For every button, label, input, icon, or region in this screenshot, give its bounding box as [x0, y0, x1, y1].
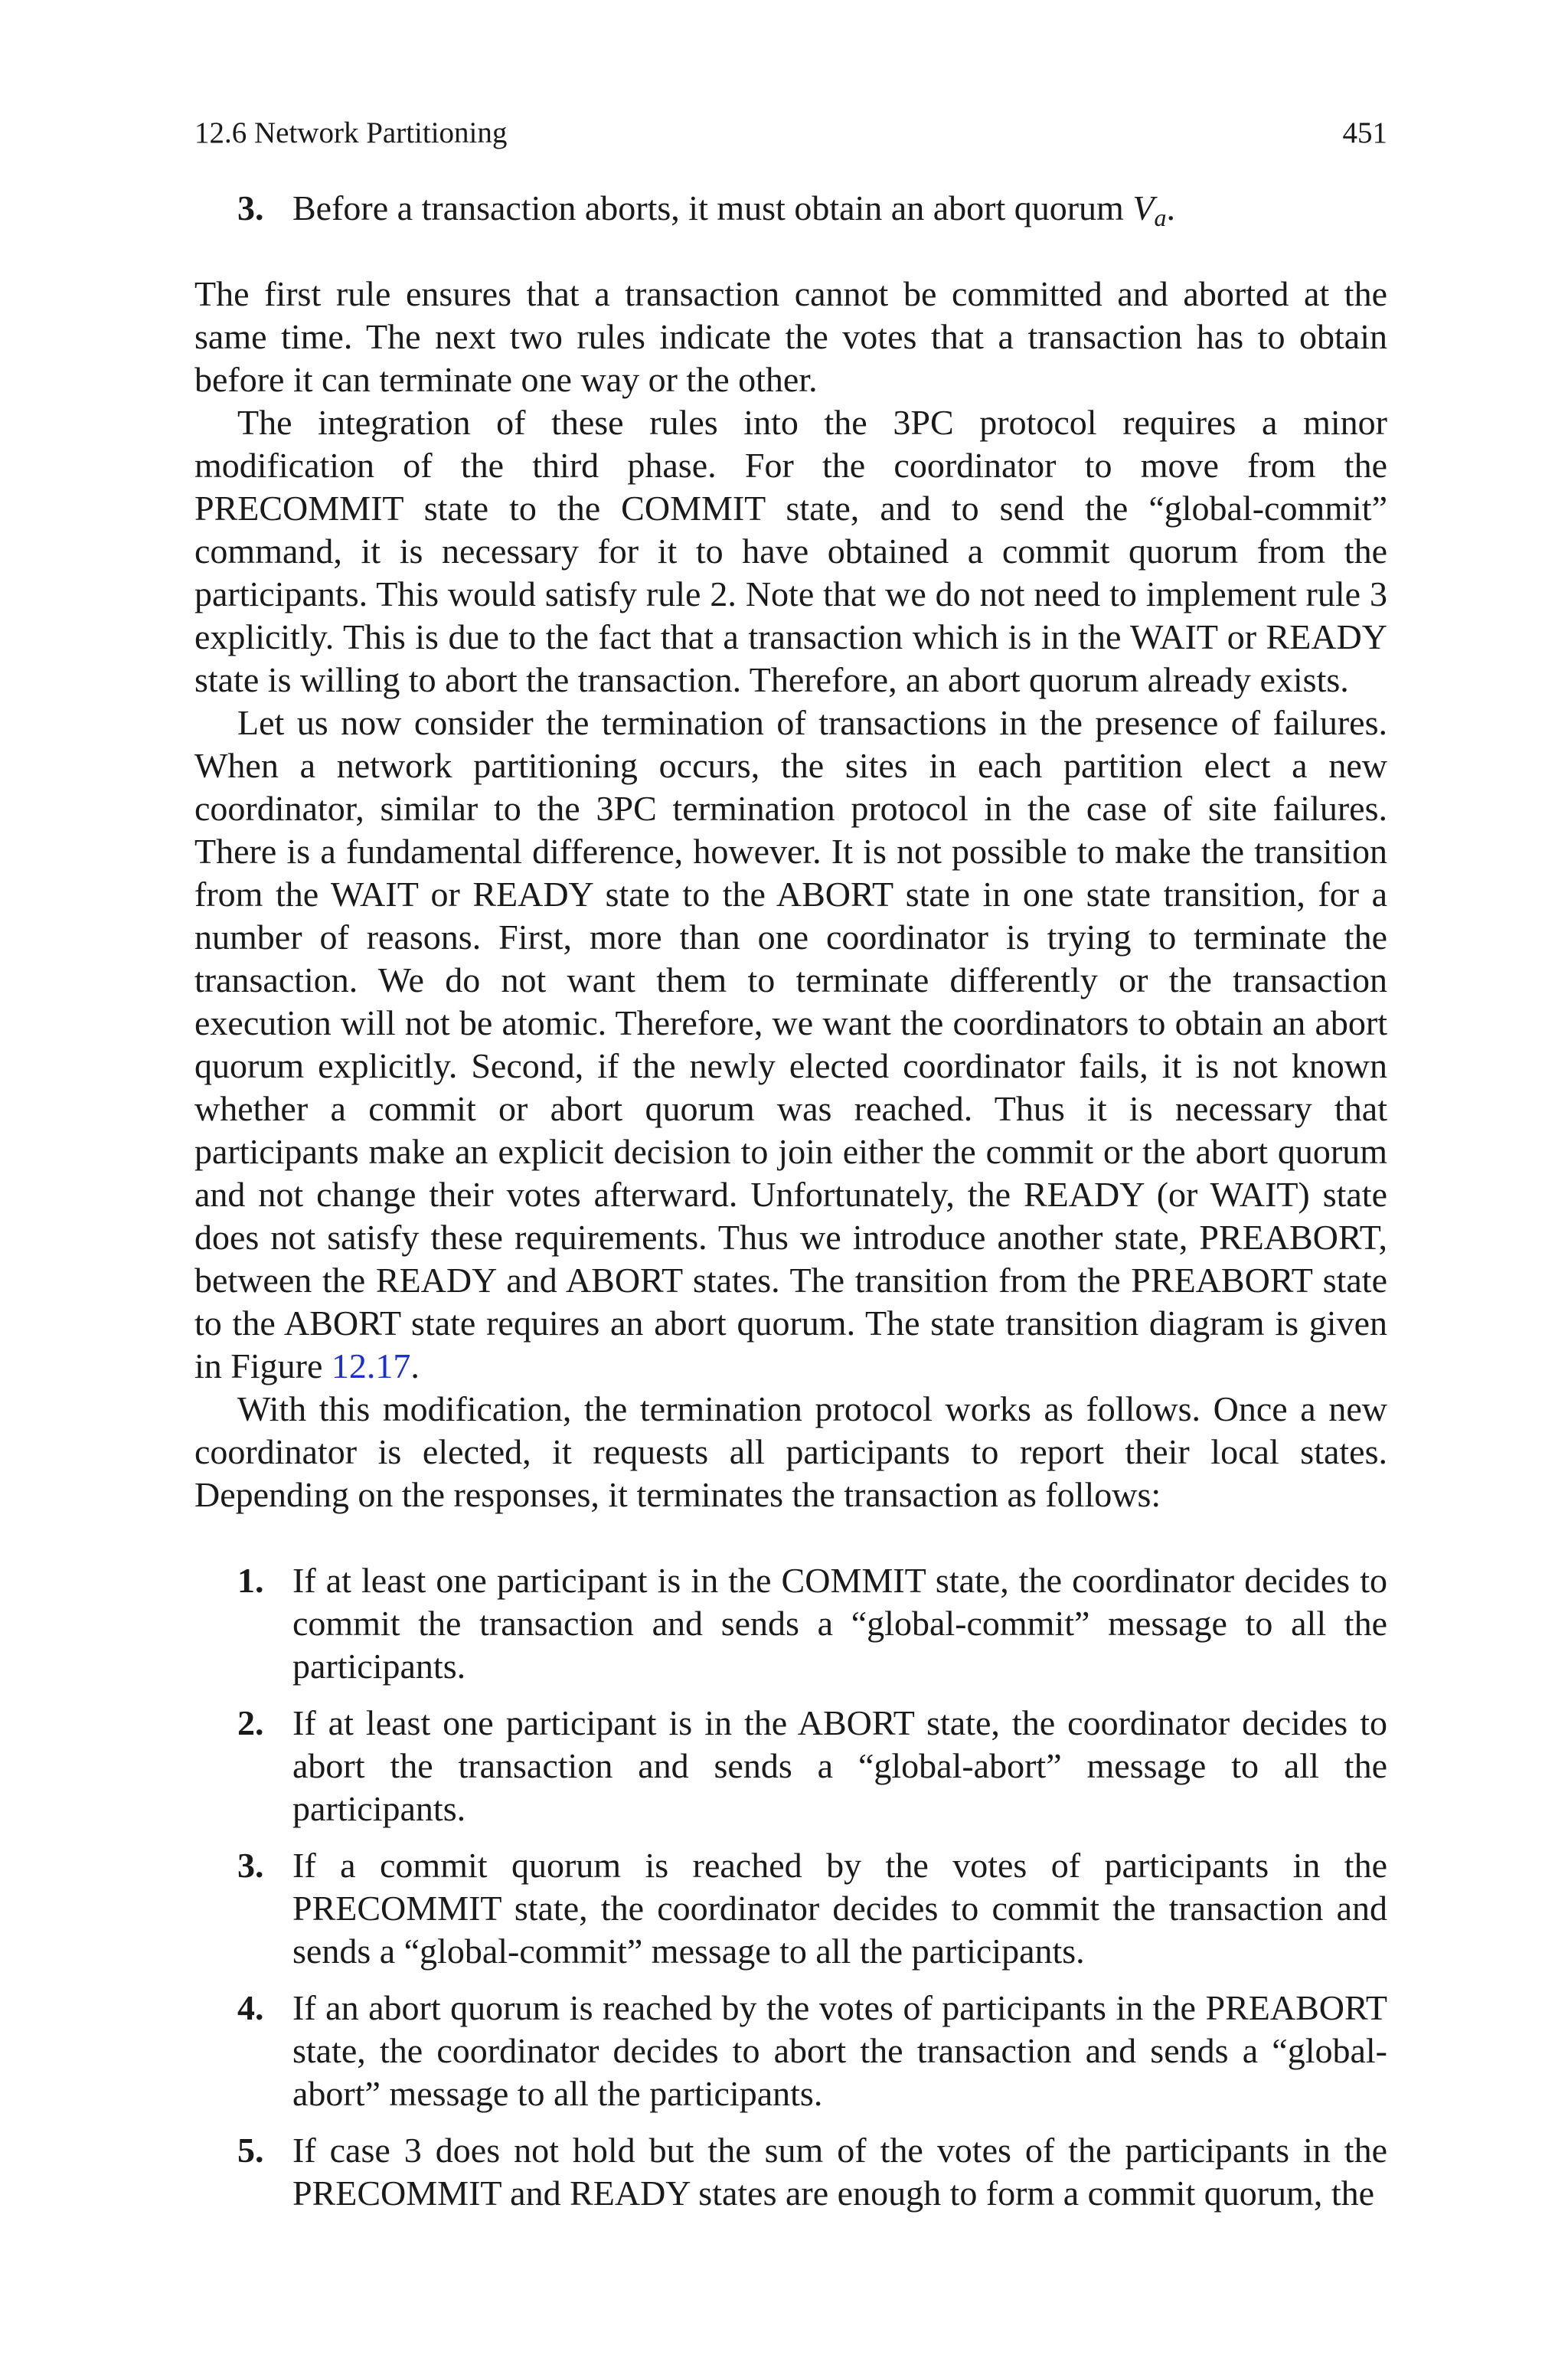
list-item-number: 5.: [237, 2131, 264, 2170]
paragraph-termination-protocol: With this modification, the termination protocol works as follows. Once a new coordinator is elected, it requests all participants to report their local states. Depending on the responses, it terminates the transaction as follows:: [194, 1389, 1387, 1514]
section-title: 12.6 Network Partitioning: [194, 116, 508, 149]
list-item-number: 1.: [237, 1561, 264, 1600]
figure-link[interactable]: 12.17: [331, 1346, 411, 1385]
list-item-text: If a commit quorum is reached by the votes of participants in the PRECOMMIT state, the coordinator decides to commit the transaction and sends a “global-commit” message to all the participants.: [292, 1846, 1387, 1971]
paragraph-termination-failures: Let us now consider the termination of transactions in the presence of failures. When a network partitioning occurs, the sites in each partition elect a new coordinator, similar to the 3PC termination protocol in the case of site failures. There is a fundamental difference, however. It is not possible to make the transition from the WAIT or READY state to the ABORT state in one state transition, for a number of reasons. First, more than one coordinator is trying to terminate the transaction. We do not want them to terminate differently or the transaction execution will not be atomic. Therefore, we want the coordinators to obtain an abort quorum explicitly. Second, if the newly elected coordinator fails, it is not known whether a commit or abort quorum was reached. Thus it is necessary that participants make an explicit decision to join either the commit or the abort quorum and not change their votes afterward. Unfortunately, the READY (or WAIT) state does not satisfy these requirements. Thus we introduce another state, PREABORT, between the READY and ABORT states. The transition from the PREABORT state to the ABORT state requires an abort quorum. The state transition diagram is given in Figure 12.17.: [194, 703, 1387, 1385]
termination-cases-list: [194, 1559, 1387, 2215]
page-number: 451: [1342, 116, 1387, 149]
abort-quorum-symbol: $V_a$: [1132, 188, 1167, 231]
list-item-text: If an abort quorum is reached by the votes of participants in the PREABORT state, the coordinator decides to abort the transaction and sends a “global-abort” message to all the participants.: [292, 1988, 1387, 2113]
paragraph-3pc-integration: The integration of these rules into the 3PC protocol requires a minor modification of the third phase. For the coordinator to move from the PRECOMMIT state to the COMMIT state, and to send the “global-commit” command, it is necessary for it to have obtained a commit quorum from the participants. This would satisfy rule 2. Note that we do not need to implement rule 3 explicitly. This is due to the fact that a transaction which is in the WAIT or READY state is willing to abort the transaction. Therefore, an abort quorum already exists.: [194, 403, 1387, 699]
list-item-number: 3.: [237, 1846, 264, 1885]
list-item-text: If at least one participant is in the COMMIT state, the coordinator decides to commit the transaction and sends a “global-commit” message to all the participants.: [292, 1561, 1387, 1686]
paragraph-rules-intro: The first rule ensures that a transaction cannot be committed and aborted at the same time. The next two rules indicate the votes that a transaction has to obtain before it can terminate one way or the other.: [194, 274, 1387, 399]
list-item: [237, 1844, 1387, 1973]
list-item: [237, 1987, 1387, 2115]
rule-3: [237, 187, 1387, 230]
running-header: [194, 115, 1387, 152]
list-item-number: 2.: [237, 1703, 264, 1742]
list-item: [237, 1702, 1387, 1830]
list-item-text: If at least one participant is in the ABORT state, the coordinator decides to abort the transaction and sends a “global-abort” message to all the participants.: [292, 1703, 1387, 1828]
list-item: [237, 1559, 1387, 1688]
rule-text: Before a transaction aborts, it must obtain an abort quorum $V_a$.: [292, 188, 1175, 231]
page-content: [194, 115, 1387, 2229]
rule-number: 3.: [237, 188, 264, 227]
list-item: [237, 2129, 1387, 2215]
list-item-text: If case 3 does not hold but the sum of the votes of the participants in the PRECOMMIT and READY states are enough to form a commit quorum, the: [292, 2131, 1387, 2213]
list-item-number: 4.: [237, 1988, 264, 2027]
